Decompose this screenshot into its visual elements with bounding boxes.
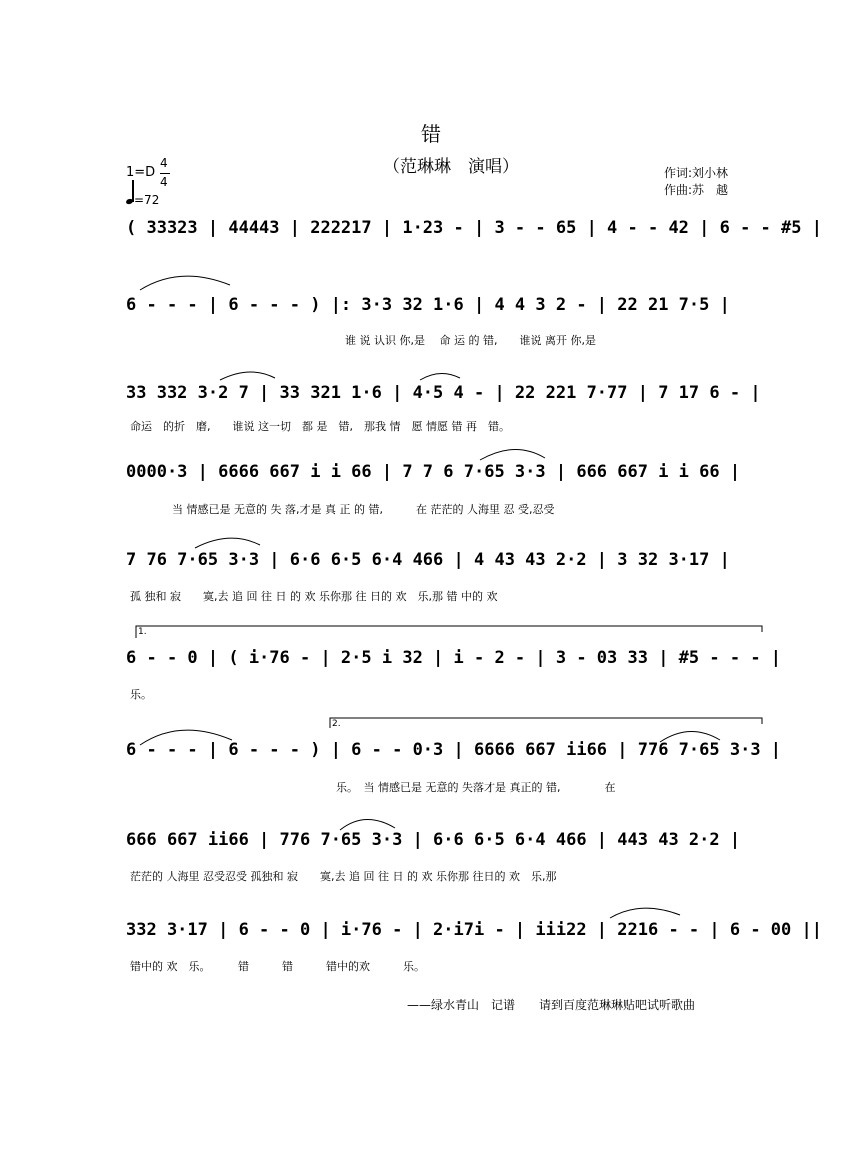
- transcriber-footer: ——绿水青山 记谱 请到百度范琳琳贴吧试听歌曲: [407, 998, 696, 1012]
- lyrics-row-6: 乐。: [130, 688, 152, 701]
- lyrics-row-3: 命运 的折 磨, 谁说 这一切 都 是 错, 那我 情 愿 情愿 错 再 错。: [130, 420, 510, 433]
- notation-row-5: 7 76 7·65 3·3 | 6·6 6·5 6·4 466 | 4 43 43 2·2 | 3 32 3·17 |: [126, 550, 730, 570]
- lyricist-credit: 作词:刘小林: [664, 166, 729, 180]
- key-signature: 1=D: [126, 165, 156, 180]
- slur-row-2: [140, 276, 230, 290]
- tempo-marking: =72: [134, 193, 160, 207]
- notation-row-8: 666 667 ii66 | 776 7·65 3·3 | 6·6 6·5 6·4 466 | 443 43 2·2 |: [126, 830, 741, 850]
- lyrics-row-5: 孤 独和 寂 寞,去 追 回 往 日 的 欢 乐你那 往 日的 欢 乐,那 错 中的 欢: [130, 590, 498, 603]
- composer-credit: 作曲:苏 越: [664, 183, 729, 197]
- volta-2-bracket: [330, 718, 762, 728]
- notation-row-2: 6 - - - | 6 - - - ) |: 3·3 32 1·6 | 4 4 3 2 - | 22 21 7·5 |: [126, 295, 730, 315]
- notation-row-1: ( 33323 | 44443 | 222217 | 1·23 - | 3 - - 65 | 4 - - 42 | 6 - - #5 |: [126, 218, 822, 238]
- volta-2-label: 2.: [332, 719, 341, 729]
- notation-row-4: 0000·3 | 6666 667 i i 66 | 7 7 6 7·65 3·3 | 666 667 i i 66 |: [126, 462, 741, 482]
- lyrics-row-2: 谁 说 认识 你,是 命 运 的 错, 谁说 离开 你,是: [345, 334, 596, 347]
- slur-row-7a: [140, 730, 232, 745]
- notation-row-7: 6 - - - | 6 - - - ) | 6 - - 0·3 | 6666 667 ii66 | 776 7·65 3·3 |: [126, 740, 782, 760]
- lyrics-row-8: 茫茫的 人海里 忍受忍受 孤独和 寂 寞,去 追 回 往 日 的 欢 乐你那 往日的 欢 乐,那: [130, 870, 557, 883]
- notation-row-3: 33 332 3·2 7 | 33 321 1·6 | 4·5 4 - | 22 221 7·77 | 7 17 6 - |: [126, 383, 761, 403]
- lyrics-row-4: 当 情感已是 无意的 失 落,才是 真 正 的 错, 在 茫茫的 人海里 忍 受,忍受: [150, 503, 555, 516]
- notation-row-9: 332 3·17 | 6 - - 0 | i·76 - | 2·i7i - | iii22 | 2216 - - | 6 - 00 ||: [126, 920, 822, 940]
- lyrics-row-9: 错中的 欢 乐。 错 错 错中的欢 乐。: [130, 960, 425, 973]
- notation-row-6: 6 - - 0 | ( i·76 - | 2·5 i 32 | i - 2 - | 3 - 03 33 | #5 - - - |: [126, 648, 782, 668]
- slur-row-3b: [420, 373, 460, 380]
- time-signature-top: 4: [160, 156, 168, 170]
- volta-1-bracket: [136, 626, 762, 638]
- slur-row-9: [610, 908, 680, 918]
- slur-row-3a: [220, 372, 275, 380]
- slur-row-7b: [660, 731, 720, 742]
- performer-subtitle: （范琳琳 演唱）: [383, 157, 519, 177]
- lyrics-row-7: 乐。 当 情感已是 无意的 失落才是 真正的 错, 在: [336, 781, 616, 794]
- slur-row-4: [480, 449, 545, 460]
- slur-row-8: [340, 819, 395, 830]
- song-title: 错: [421, 122, 441, 146]
- volta-1-label: 1.: [138, 627, 147, 637]
- time-signature-bottom: 4: [160, 175, 168, 189]
- slur-row-5: [195, 538, 260, 548]
